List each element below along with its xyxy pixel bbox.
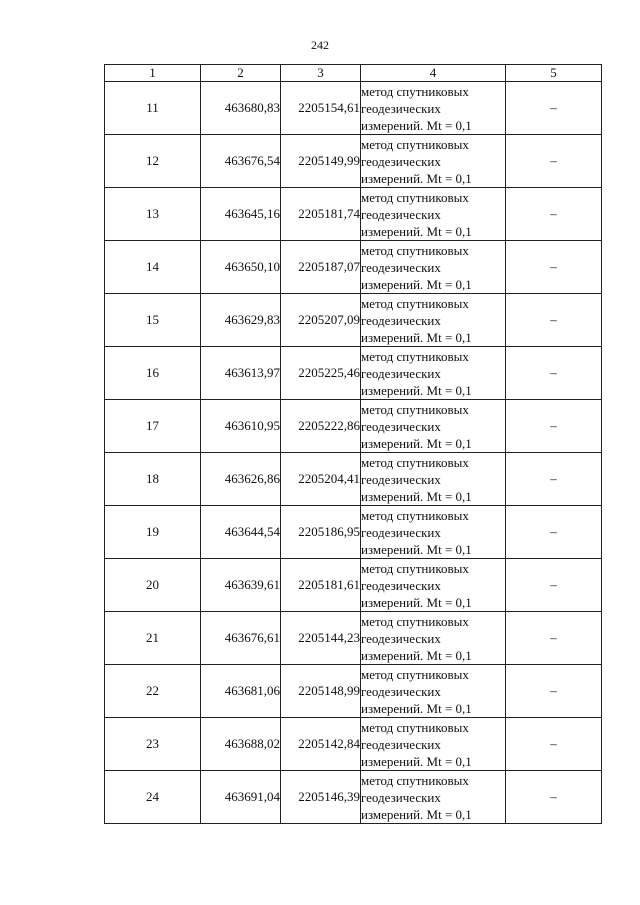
method-line: измерений. Mt = 0,1	[361, 541, 472, 557]
coordinate-x: 463629,83	[201, 294, 281, 347]
table-row	[105, 559, 602, 612]
point-number: 18	[105, 453, 201, 506]
point-number: 11	[105, 82, 201, 135]
method-line: геодезических	[361, 789, 441, 805]
method-line: метод спутниковых	[361, 136, 469, 152]
method-description	[361, 612, 506, 665]
table-row	[105, 188, 602, 241]
method-description	[361, 241, 506, 294]
header-col-1: 1	[105, 65, 201, 82]
method-line: измерений. Mt = 0,1	[361, 488, 472, 504]
method-line: измерений. Mt = 0,1	[361, 753, 472, 769]
header-col-4: 4	[361, 65, 506, 82]
header-col-2: 2	[201, 65, 281, 82]
header-col-5: 5	[506, 65, 602, 82]
method-line: метод спутниковых	[361, 401, 469, 417]
coordinate-x: 463645,16	[201, 188, 281, 241]
method-description	[361, 718, 506, 771]
note-dash: –	[506, 453, 602, 506]
method-description	[361, 453, 506, 506]
method-line: геодезических	[361, 153, 441, 169]
coordinate-y: 2205181,61	[281, 559, 361, 612]
note-dash: –	[506, 718, 602, 771]
point-number: 19	[105, 506, 201, 559]
method-line: измерений. Mt = 0,1	[361, 117, 472, 133]
note-dash: –	[506, 241, 602, 294]
method-line: метод спутниковых	[361, 83, 469, 99]
point-number: 12	[105, 135, 201, 188]
coordinate-y: 2205181,74	[281, 188, 361, 241]
method-description	[361, 135, 506, 188]
method-line: метод спутниковых	[361, 613, 469, 629]
method-line: измерений. Mt = 0,1	[361, 276, 472, 292]
coordinate-x: 463639,61	[201, 559, 281, 612]
point-number: 22	[105, 665, 201, 718]
coordinate-x: 463691,04	[201, 771, 281, 824]
method-line: измерений. Mt = 0,1	[361, 647, 472, 663]
method-description	[361, 188, 506, 241]
point-number: 17	[105, 400, 201, 453]
method-description	[361, 294, 506, 347]
method-description	[361, 400, 506, 453]
note-dash: –	[506, 612, 602, 665]
method-line: метод спутниковых	[361, 772, 469, 788]
coordinate-x: 463610,95	[201, 400, 281, 453]
coordinate-y: 2205149,99	[281, 135, 361, 188]
coordinate-x: 463613,97	[201, 347, 281, 400]
method-line: геодезических	[361, 524, 441, 540]
coordinate-y: 2205142,84	[281, 718, 361, 771]
note-dash: –	[506, 294, 602, 347]
table-row	[105, 612, 602, 665]
header-row	[105, 65, 602, 82]
method-line: геодезических	[361, 577, 441, 593]
coordinate-x: 463676,61	[201, 612, 281, 665]
coordinate-y: 2205148,99	[281, 665, 361, 718]
method-description	[361, 771, 506, 824]
coordinate-y: 2205146,39	[281, 771, 361, 824]
method-line: метод спутниковых	[361, 719, 469, 735]
method-line: геодезических	[361, 736, 441, 752]
method-line: измерений. Mt = 0,1	[361, 329, 472, 345]
coordinate-y: 2205207,09	[281, 294, 361, 347]
table-row	[105, 241, 602, 294]
method-line: метод спутниковых	[361, 242, 469, 258]
method-line: метод спутниковых	[361, 507, 469, 523]
method-line: метод спутниковых	[361, 295, 469, 311]
method-description	[361, 506, 506, 559]
table-body	[105, 82, 602, 824]
coordinate-y: 2205144,23	[281, 612, 361, 665]
method-line: измерений. Mt = 0,1	[361, 170, 472, 186]
point-number: 13	[105, 188, 201, 241]
note-dash: –	[506, 347, 602, 400]
table-header	[105, 65, 602, 82]
method-line: геодезических	[361, 259, 441, 275]
table-row	[105, 135, 602, 188]
point-number: 20	[105, 559, 201, 612]
table-row	[105, 506, 602, 559]
method-line: геодезических	[361, 471, 441, 487]
method-description	[361, 665, 506, 718]
method-line: измерений. Mt = 0,1	[361, 382, 472, 398]
method-line: измерений. Mt = 0,1	[361, 806, 472, 822]
method-line: метод спутниковых	[361, 189, 469, 205]
point-number: 23	[105, 718, 201, 771]
method-line: геодезических	[361, 206, 441, 222]
table-row	[105, 347, 602, 400]
method-line: измерений. Mt = 0,1	[361, 435, 472, 451]
coordinate-x: 463680,83	[201, 82, 281, 135]
method-line: геодезических	[361, 365, 441, 381]
note-dash: –	[506, 506, 602, 559]
table-row	[105, 665, 602, 718]
table-row	[105, 82, 602, 135]
point-number: 21	[105, 612, 201, 665]
coordinate-y: 2205186,95	[281, 506, 361, 559]
header-col-3: 3	[281, 65, 361, 82]
method-line: измерений. Mt = 0,1	[361, 594, 472, 610]
note-dash: –	[506, 400, 602, 453]
table-row	[105, 400, 602, 453]
method-description	[361, 559, 506, 612]
table-row	[105, 718, 602, 771]
page-number: 242	[311, 38, 329, 52]
note-dash: –	[506, 559, 602, 612]
coordinate-x: 463650,10	[201, 241, 281, 294]
point-number: 15	[105, 294, 201, 347]
method-line: геодезических	[361, 683, 441, 699]
table-row	[105, 453, 602, 506]
point-number: 24	[105, 771, 201, 824]
table-row	[105, 294, 602, 347]
coordinate-y: 2205225,46	[281, 347, 361, 400]
method-line: метод спутниковых	[361, 666, 469, 682]
coordinate-y: 2205222,86	[281, 400, 361, 453]
point-number: 16	[105, 347, 201, 400]
coordinate-x: 463681,06	[201, 665, 281, 718]
coordinate-x: 463644,54	[201, 506, 281, 559]
coordinate-y: 2205187,07	[281, 241, 361, 294]
method-line: геодезических	[361, 630, 441, 646]
note-dash: –	[506, 665, 602, 718]
method-line: геодезических	[361, 418, 441, 434]
method-line: измерений. Mt = 0,1	[361, 223, 472, 239]
method-line: геодезических	[361, 100, 441, 116]
note-dash: –	[506, 82, 602, 135]
method-line: метод спутниковых	[361, 560, 469, 576]
note-dash: –	[506, 135, 602, 188]
method-description	[361, 82, 506, 135]
coordinates-table	[104, 64, 602, 824]
note-dash: –	[506, 188, 602, 241]
coordinate-x: 463688,02	[201, 718, 281, 771]
method-line: метод спутниковых	[361, 348, 469, 364]
coordinate-x: 463676,54	[201, 135, 281, 188]
method-description	[361, 347, 506, 400]
coordinate-y: 2205154,61	[281, 82, 361, 135]
note-dash: –	[506, 771, 602, 824]
method-line: измерений. Mt = 0,1	[361, 700, 472, 716]
point-number: 14	[105, 241, 201, 294]
method-line: метод спутниковых	[361, 454, 469, 470]
table-row	[105, 771, 602, 824]
coordinate-x: 463626,86	[201, 453, 281, 506]
method-line: геодезических	[361, 312, 441, 328]
coordinate-y: 2205204,41	[281, 453, 361, 506]
